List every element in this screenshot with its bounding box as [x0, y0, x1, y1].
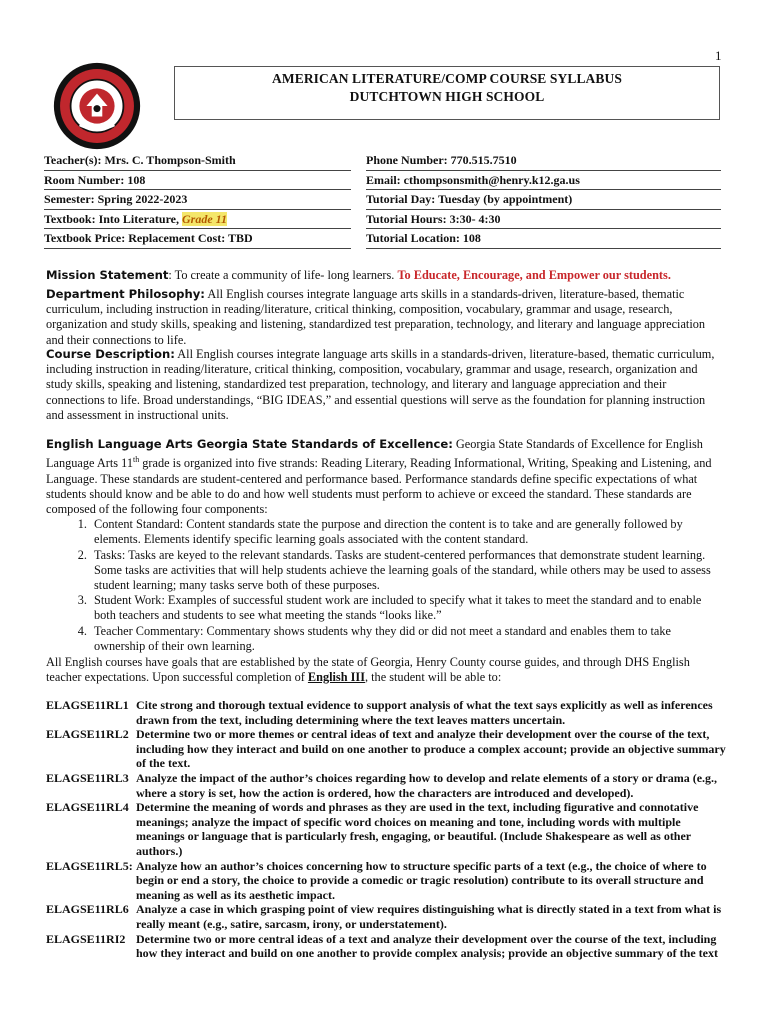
standard-text: Analyze how an author’s choices concerning how to structure specific parts of a text (e.g., the choice of where to begin or end a story, the choice to provide a comedic or tragic resolution) contribute to its overall structure and meaning as well as its aesthetic impact. [136, 858, 707, 902]
philosophy-text: All English courses integrate language arts skills in a standards-driven, literature-based, thematic curriculum, including instruction in reading/literature, critical thinking, composition, vocabulary, grammar and usage, research, organization and study skills, speaking and listening, standardized test preparation, technology, and literary and language appreciation and their connections to life. [46, 287, 706, 347]
course-description-label: Course Description: [46, 347, 175, 361]
standard-row [46, 727, 726, 771]
info-right-column [366, 151, 721, 249]
goals-text-b: , the student will be able to: [364, 670, 502, 685]
standard-code: ELAGSE11RL2 [46, 727, 129, 742]
email-row[interactable]: Email: cthompsonsmith@henry.k12.ga.us [366, 171, 721, 191]
course-title-box [174, 66, 720, 120]
semester-row: Semester: Spring 2022-2023 [44, 190, 351, 210]
standards-intro-text-b: grade is organized into five strands: Reading Literary, Reading Informational, Writing, Speaking and Listening, and Language. These standards are student-centered and performance based. Performance standards define specific expectations of what students should know and be able to do and how well students must perform to achieve or exceed the standard. These standards are composed of the following four components: [46, 456, 712, 516]
component-item: 1. Content Standard: Content standards state the purpose and direction the content is to take and are generally followed by elements. Elements identify specific learning goals associated with the content standard. [90, 517, 722, 547]
standard-text: Determine two or more themes or central ideas of text and analyze their development over the course of the text, including how they interact and build on one another to produce a complex account; provide an objective summary of the text. [136, 727, 726, 771]
department-philosophy [46, 287, 722, 348]
standard-code: ELAGSE11RI2 [46, 931, 126, 946]
standard-text: Analyze a case in which grasping point of view requires distinguishing what is directly stated in a text from what is really meant (e.g., satire, sarcasm, irony, or understatement). [136, 902, 722, 931]
tutorial-hours-row: Tutorial Hours: 3:30- 4:30 [366, 210, 721, 230]
standards-intro-label: English Language Arts Georgia State Standards of Excellence: [46, 437, 453, 451]
standard-row [46, 902, 726, 931]
standard-text: Determine two or more central ideas of a text and analyze their development over the course of the text, including how they interact and build on one another to provide complex analysis; provide an objective summary of the text [136, 931, 718, 961]
page-number: 1 [715, 48, 722, 63]
textbook-grade: Grade 11 [182, 211, 227, 226]
mission-text: : To create a community of life- long learners. [168, 268, 398, 282]
standard-code: ELAGSE11RL5: [46, 858, 133, 873]
standard-text: Analyze the impact of the author’s choices regarding how to develop and relate elements of a story or drama (e.g., where a story is set, how the action is ordered, how the characters are introduced and developed). [136, 770, 718, 800]
standards-list [46, 698, 726, 961]
info-left-column [44, 151, 351, 249]
phone-row: Phone Number: 770.515.7510 [366, 151, 721, 171]
philosophy-label: Department Philosophy: [46, 287, 205, 301]
mission-label: Mission Statement [46, 268, 169, 282]
course-goals [46, 655, 722, 685]
standard-code: ELAGSE11RL4 [46, 800, 129, 815]
standard-row [46, 859, 726, 903]
standards-intro-text-a: Georgia State Standards of Excellence for English Language Arts 11 [46, 437, 703, 471]
standards-intro-sup: th [132, 455, 140, 465]
components-list [46, 517, 722, 654]
mission-statement [46, 268, 722, 283]
component-item: 4. Teacher Commentary: Commentary shows students why they did or did not meet a standard and enables them to take ownership of their own learning. [90, 624, 722, 654]
tutorial-day-row: Tutorial Day: Tuesday (by appointment) [366, 190, 721, 210]
standard-code: ELAGSE11RL3 [46, 770, 129, 785]
standard-text: Cite strong and thorough textual evidence to support analysis of what the text says explicitly as well as inferences drawn from the text, including determining where the text leaves matters uncertain. [136, 698, 713, 727]
course-description-text: All English courses integrate language arts skills in a standards-driven, literature-based, thematic curriculum, including instruction in reading/literature, critical thinking, composition, vocabulary, grammar and usage, research, organization and study skills, speaking and listening, standardized test preparation, technology, and literary and language appreciation and their connections to life. Broad understandings, “BIG IDEAS,” and essential questions will serve as the foundation for planning instruction and assessment in instructional units. [46, 347, 715, 422]
tutorial-location-row: Tutorial Location: 108 [366, 229, 721, 249]
standard-text: Determine the meaning of words and phrases as they are used in the text, including figurative and connotative meanings; analyze the impact of specific word choices on meaning and tone, including words with multiple meanings or language that is particularly fresh, engaging, or beautiful. (Include Shakespeare as well as other authors.) [136, 800, 699, 858]
textbook-row [44, 210, 351, 230]
course-title: AMERICAN LITERATURE/COMP COURSE SYLLABUS [272, 71, 622, 86]
standard-row [46, 698, 726, 727]
standard-row [46, 771, 726, 800]
price-row: Textbook Price: Replacement Cost: TBD [44, 229, 351, 249]
component-item: 2. Tasks: Tasks are keyed to the relevant standards. Tasks are student-centered performances that demonstrate student learning. Some tasks are activities that will help students achieve the learning goals of the standard, while others may be used to assess student learning; many tasks serve both of these purposes. [90, 548, 722, 594]
component-item: 3. Student Work: Examples of successful student work are included to specify what it takes to meet the standard and to enable both teachers and students to see what meeting the stands “looks like.” [90, 593, 722, 623]
goals-course: English III [307, 670, 365, 685]
room-row: Room Number: 108 [44, 171, 351, 191]
textbook-label: Textbook: Into Literature, [44, 211, 182, 226]
mission-slogan: To Educate, Encourage, and Empower our students. [397, 268, 671, 282]
school-name: DUTCHTOWN HIGH SCHOOL [349, 89, 545, 104]
school-seal-logo [53, 62, 141, 150]
teacher-row: Teacher(s): Mrs. C. Thompson-Smith [44, 151, 351, 171]
goals-text-a: All English courses have goals that are established by the state of Georgia, Henry County course guides, and through DHS English teacher expectations. Upon successful completion of [46, 655, 690, 685]
standards-intro [46, 437, 722, 654]
standard-row [46, 932, 726, 961]
standard-row [46, 800, 726, 858]
standard-code: ELAGSE11RL6 [46, 902, 129, 917]
standard-code: ELAGSE11RL1 [46, 698, 129, 712]
course-description [46, 347, 722, 423]
